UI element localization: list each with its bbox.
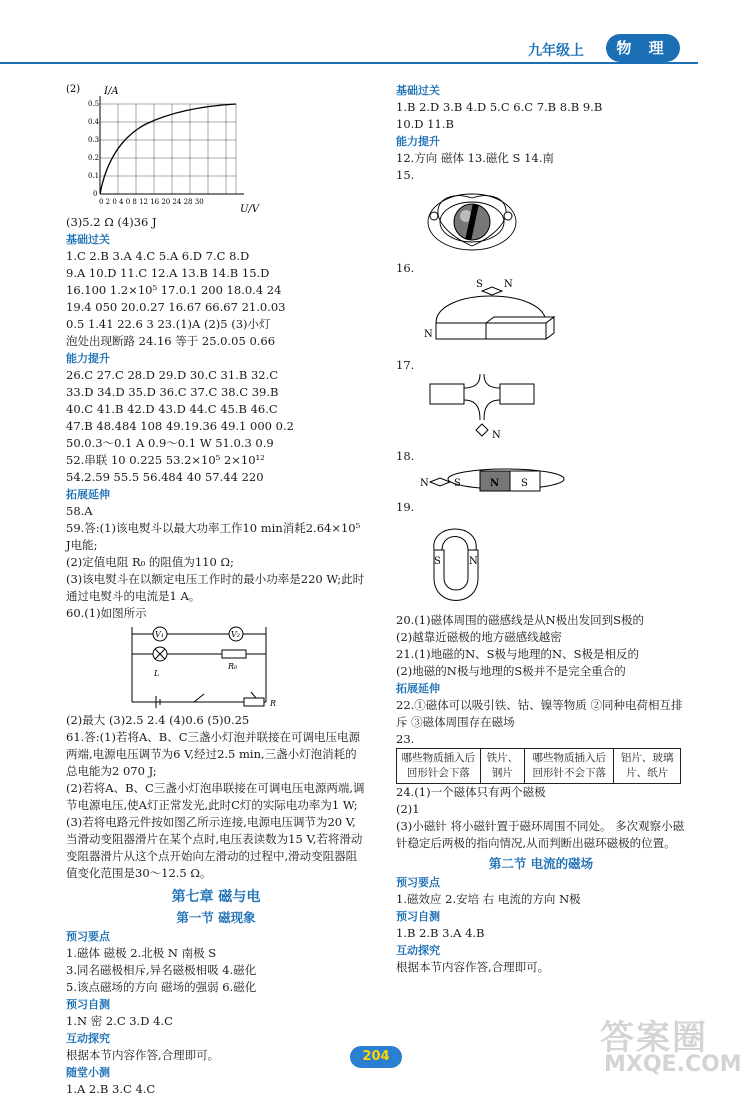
header-rule [0,62,698,64]
answer-line: 26.C 27.C 28.D 29.D 30.C 31.B 32.C [66,368,279,382]
answer-line: 52.串联 10 0.225 53.2×10⁵ 2×10¹² [66,453,265,467]
pole-n: N [469,556,478,567]
answer-paragraph: (3)该电熨斗在以额定电压工作时的最小功率是220 W;此时通过电熨斗的电流是1 A。 [66,572,365,603]
answer-line: 58.A [66,504,93,518]
answer-line: 1.磁体 磁极 2.北极 N 南极 S [66,946,217,960]
watermark-url: MXQE.COM [604,1052,742,1077]
compass [430,478,450,486]
answer-line: 60.(1)如图所示 [66,606,147,620]
ytick: 0.4 [88,118,100,126]
answer-line: 1.B 2.D 3.B 4.D 5.C 6.C 7.B 8.B 9.B [396,100,603,114]
magnet-n: N [490,478,500,489]
answer-line: 1.N 密 2.C 3.D 4.C [66,1014,173,1028]
answer-line: 1.磁效应 2.安培 右 电流的方向 N极 [396,892,581,906]
pole-s: S [434,556,441,567]
answer-paragraph: (2)若将A、B、C三盏小灯泡串联接在可调电压电源两端,调节电源电压,使A灯正常发光,此时C灯的实际电功率为1 W; [66,781,365,812]
answer-paragraph: (3)若将电路元件按如图乙所示连接,电源电压调节为20 V,当滑动变阻器滑片在某个点时,电压表读数为15 V,若将滑动变阻器滑片从这个点开始向左滑动的过程中,滑动变阻器阻值变化范围是30～12.5 Ω。 [66,815,363,880]
compass-needle [430,212,438,220]
chapter-title: 第七章 磁与电 [171,889,261,905]
answer-line: (3)5.2 Ω (4)36 J [66,215,157,229]
answer-line: 0.5 1.41 22.6 3 23.(1)A (2)5 (3)小灯 [66,317,271,331]
xticks: 0 2 0 4 0 8 12 16 20 24 28 30 [99,198,204,206]
answer-line: 9.A 10.D 11.C 12.A 13.B 14.B 15.D [66,266,270,280]
section-title: 第二节 电流的磁场 [488,856,594,871]
compass-n: N [492,430,501,441]
answer-line: 1.A 2.B 3.C 4.C [66,1082,156,1096]
switch [194,694,204,702]
answer-line: 根据本节内容作答,合理即可。 [66,1048,220,1062]
answer-line: 47.B 48.484 108 49.19.36 49.1 000 0.2 [66,419,294,433]
answer-paragraph: 59.答:(1)该电熨斗以最大功率工作10 min消耗2.64×10⁵ J电能; [66,521,361,552]
answer-paragraph: 22.①磁体可以吸引铁、钴、镍等物质 ②同种电荷相互排斥 ③磁体周围存在磁场 [396,698,683,729]
answer-line: 24.(1)一个磁体只有两个磁极 [396,785,546,799]
compass-n: N [504,279,513,290]
iu-graph [66,82,266,214]
answer-line: (2)越靠近磁极的地方磁感线越密 [396,630,562,644]
answer-line: 12.方向 磁体 13.磁化 S 14.南 [396,151,554,165]
graph-label: (2) [66,84,81,95]
ytick: 0.1 [88,172,100,180]
fig17-field-lines [396,374,686,448]
section-heading: 预习自测 [66,998,110,1011]
graph-ylabel: I/A [104,86,119,97]
answer-line: 16.100 1.2×10⁵ 17.0.1 200 18.0.4 24 [66,283,282,297]
ytick: 0.2 [88,154,100,162]
figure-number: 19. [396,500,415,514]
fig18-bar-magnet [396,465,686,499]
answer-line: 根据本节内容作答,合理即可。 [396,960,550,974]
answer-line: (2)地磁的N极与地理的S极并不是完全重合的 [396,664,626,678]
answer-paragraph: 61.答:(1)若将A、B、C三盏小灯泡并联接在可调电压电源两端,电源电压调节为6 V,经过2.5 min,三盏小灯泡消耗的总电能为2 070 J; [66,730,361,778]
watermark-logo: 答案圈 [600,1018,708,1058]
compass [482,287,502,295]
section-heading: 随堂小测 [66,1066,110,1079]
figure-number: 17. [396,358,415,372]
answer-line: 泡处出现断路 24.16 等于 25.0.05 0.66 [66,334,276,348]
compass [476,424,488,436]
resistor-r0 [222,650,246,658]
figure-number: 16. [396,261,415,275]
answer-paragraph: (3)小磁针 将小磁针置于磁环周围不同处。 多次观察小磁针稳定后两极的指向情况,从而判断出磁环磁极的位置。 [396,819,685,850]
v1-label: V₁ [155,630,164,639]
answer-line: (2)最大 (3)2.5 2.4 (4)0.6 (5)0.25 [66,713,250,727]
v2-label: V₂ [231,630,240,639]
rheostat [244,698,264,706]
answer-line: 1.C 2.B 3.A 4.C 5.A 6.D 7.C 8.D [66,249,250,263]
graph-curve [100,104,236,194]
r-label: R [270,699,277,708]
compass-s: S [454,478,461,489]
ytick: 0.3 [88,136,100,144]
section-heading: 能力提升 [66,352,110,365]
ytick: 0.5 [88,100,100,108]
section-heading: 能力提升 [396,135,440,148]
answer-line: 15. [396,168,415,182]
lamp-label: L [154,669,160,678]
answer-line: 19.4 050 20.0.27 16.67 66.67 21.0.03 [66,300,286,314]
answer-line: (2)1 [396,802,420,816]
circuit-diagram [66,622,286,712]
answer-line: 3.同名磁极相斥,异名磁极相吸 4.磁化 [66,963,257,977]
graph-xlabel: U/V [240,204,260,214]
table-cell: 哪些物质插入后回形针不会下落 [525,749,614,784]
table-cell: 哪些物质插入后回形针会下落 [397,749,481,784]
subject-badge: 物 理 [606,34,680,62]
answer-line: 1.B 2.B 3.A 4.B [396,926,485,940]
magnet-s: S [521,478,528,489]
graph-grid [100,104,236,194]
answer-paragraph: (2)定值电阻 R₀ 的阻值为110 Ω; [66,555,234,569]
fig15-earth-field [396,184,686,260]
answer-line: 40.C 41.B 42.D 43.D 44.C 45.B 46.C [66,402,278,416]
page-number: 204 [350,1046,402,1068]
answer-paragraph: 20.(1)磁体周围的磁感线是从N极出发回到S极的 [396,613,645,627]
answer-table [396,748,681,784]
compass-n: N [420,478,429,489]
answer-line: 5.该点磁场的方向 磁场的强弱 6.磁化 [66,980,257,994]
answer-line: 10.D 11.B [396,117,454,131]
answer-line: 33.D 34.D 35.D 36.C 37.C 38.C 39.B [66,385,279,399]
section-heading: 互动探究 [66,1032,110,1045]
right-column [396,82,686,976]
answer-line: 54.2.59 55.5 56.484 40 57.44 220 [66,470,264,484]
grade-label: 九年级上 [528,43,584,59]
figure-number: 18. [396,449,415,463]
section-heading: 预习自测 [396,910,440,923]
table-cell: 铝片、玻璃片、纸片 [614,749,681,784]
fig19-u-magnet [396,516,686,612]
section-title: 第一节 磁现象 [176,910,256,925]
answer-line: 23. [396,732,415,746]
section-heading: 基础过关 [66,233,110,246]
section-heading: 基础过关 [396,84,440,97]
section-heading: 预习要点 [66,930,110,943]
magnet-n: N [424,329,433,340]
section-heading: 拓展延伸 [66,488,110,501]
ytick: 0 [93,190,98,198]
section-heading: 预习要点 [396,876,440,889]
answer-line: 21.(1)地磁的N、S极与地理的N、S极是相反的 [396,647,639,661]
section-heading: 互动探究 [396,944,440,957]
left-column [66,82,366,1098]
section-heading: 拓展延伸 [396,682,440,695]
compass-needle [504,212,512,220]
r0-label: R₀ [228,662,238,671]
table-cell: 铁片、钢片 [480,749,525,784]
fig16-magnets [396,277,686,357]
answer-line: 50.0.3～0.1 A 0.9～0.1 W 51.0.3 0.9 [66,436,274,450]
compass-s: S [476,279,483,290]
